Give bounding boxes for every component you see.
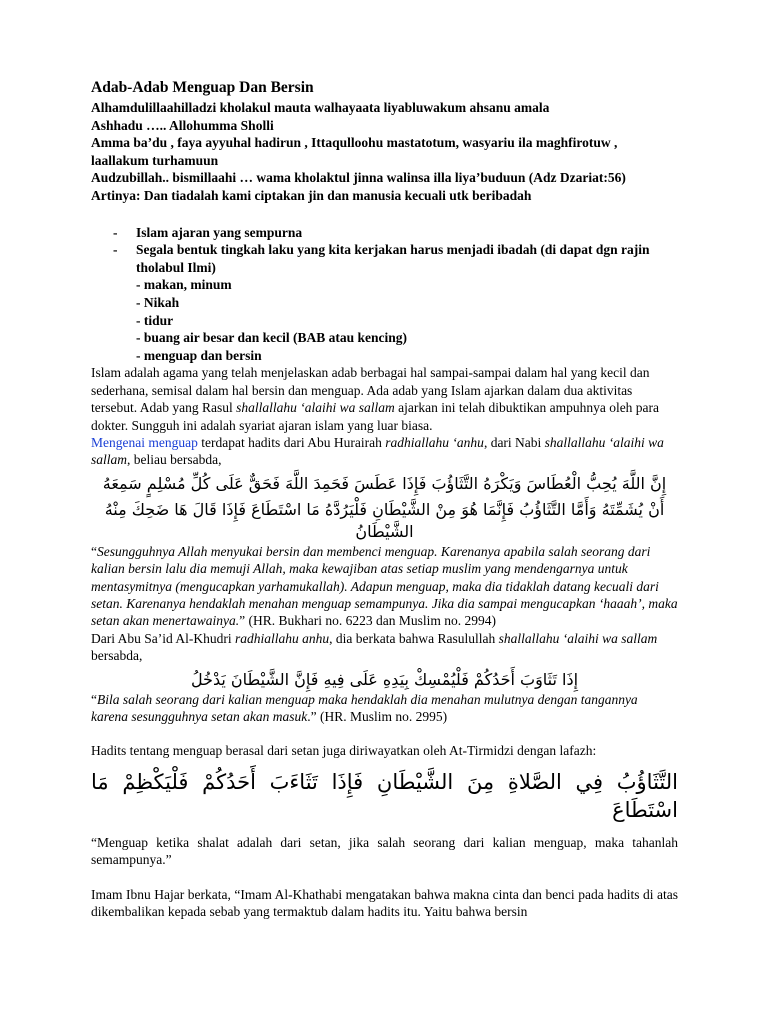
hadith-translation-1 [91,543,678,630]
sublist-item: - buang air besar dan kecil (BAB atau kencing) [136,330,408,346]
spacer [91,725,678,742]
menguap-link[interactable]: Mengenai menguap [91,434,198,450]
paragraph-text: Dari Abu Sa’id Al-Khudri [91,630,232,646]
paragraph-intro-islam [91,364,678,434]
paragraph-ibnu-hajar: Imam Ibnu Hajar berkata, “Imam Al-Khathabi mengatakan bahwa makna cinta dan benci pada hadits di atas dikembalikan kepada sebab yang termaktub dalam hadits itu. Yaitu bahwa bersin [91,886,678,920]
document-body [91,78,678,920]
paragraph-text: , dia berkata bahwa Rasulullah [329,630,496,646]
dash-marker: - [113,242,118,258]
paragraph-tirmidzi: Hadits tentang menguap berasal dari setan juga diriwayatkan oleh At-Tirmidzi dengan lafazh: [91,743,597,759]
arabic-hadith-3: إِذَا تَثَاوَبَ أَحَدُكُمْ فَلْيُمْسِكْ بِيَدِهِ عَلَى فِيهِ فَإِنَّ الشَّيْطَانَ يَدْخُلُ [190,669,579,689]
list-item [91,224,678,242]
sublist-item: - Nikah [136,294,180,310]
paragraph-text: Islam adalah agama yang telah menjelaskan adab berbagai hal sampai-sampai dalam hal yang kecil dan sederhana, semisal dalam hal bersin dan menguap. Ada adab yang Islam ajarkan dalam dua aktivitas tersebut. Adab yang Rasul [91,365,650,416]
citation: .” (HR. Muslim no. 2995) [307,709,448,724]
intro-line: Audzubillah.. bismillaahi … wama kholaktul jinna walinsa illa liya’buduun (Adz Dzariat:56) [91,170,626,186]
sublist-item: - makan, minum [136,277,232,293]
list-item [91,241,678,276]
paragraph-abu-said [91,630,678,665]
spacer [91,869,678,886]
citation: ” (HR. Bukhari no. 6223 dan Muslim no. 2994) [239,613,496,629]
paragraph-text: , dari Nabi [483,434,542,450]
list-item-text: Islam ajaran yang sempurna [136,224,303,240]
arabic-hadith-4: التَّثَاؤُبُ فِي الصَّلاةِ مِنَ الشَّيْطَانِ فَإِذَا تَثَاءَبَ أَحَدُكُمْ فَلْيَكْظِمْ مَا اسْتَطَاعَ [91,769,678,822]
paragraph-text: , beliau bersabda, [127,452,222,468]
quote-mark: “ [91,691,97,707]
paragraph-text: bersabda, [91,648,143,664]
paragraph-translation-3: “Menguap ketika shalat adalah dari setan, jika salah seorang dari kalian menguap, maka tahanlah semampunya.” [91,834,678,868]
arabic-hadith-2: أَنْ يُشَمِّتَهُ وَأَمَّا التَّثَاؤُبُ فَإِنَّمَا هُوَ مِنْ الشَّيْطَانِ فَلْيَرُدَّهُ مَا اسْتَطَاعَ فَإِذَا قَالَ هَا ضَحِكَ مِنْهُ الشَّيْطَانُ [104,499,665,541]
intro-line: Artinya: Dan tiadalah kami ciptakan jin dan manusia kecuali utk beribadah [91,187,532,203]
intro-line: Ashhadu ….. Allohumma Sholli [91,117,274,133]
bullet-list [91,224,678,277]
sublist-item: - tidur [136,312,174,328]
honorific-italic: shallallahu ‘alaihi wa sallam [236,400,395,416]
paragraph-text: terdapat hadits dari Abu Hurairah [201,434,382,450]
dash-marker: - [113,224,118,240]
hadith-translation-2 [91,691,678,726]
page-title: Adab-Adab Menguap Dan Bersin [91,79,314,96]
paragraph-text: ajarkan ini telah dibuktikan ampuhnya oleh para dokter. Sungguh ini adalah syariat ajaran islam yang luar biasa. [91,400,660,433]
paragraph-hadith-intro [91,434,678,469]
translation-italic: Bila salah seorang dari kalian menguap maka hendaklah dia menahan mulutnya dengan tangannya karena sesungguhnya setan akan masuk [91,691,638,724]
honorific-italic: radhiallahu ‘anhu [385,434,484,450]
sublist-item: - menguap dan bersin [136,347,262,363]
intro-line: Alhamdulillaahilladzi kholakul mauta walhayaata liyabluwakum ahsanu amala [91,100,550,115]
honorific-italic: shallallahu ‘alaihi wa sallam [498,630,658,646]
intro-line: Amma ba’du , faya ayyuhal hadirun , Ittaqulloohu mastatotum, wasyariu ila maghfirotuw , laallakum turhamuun [91,135,618,168]
translation-italic: Sesungguhnya Allah menyukai bersin dan membenci menguap. Karenanya apabila salah seorang dari kalian bersin lalu dia memuji Allah, maka kewajiban atas setiap muslim yang mendengarnya untuk mentasymitnya (mengucapkan yarhamukallah). Adapun menguap, maka dia tidaklah datang kecuali dari setan. Karenanya hendaklah menahan menguap semampunya. Jika dia sampai mengucapkan ‘haaah’, maka setan akan menertawainya. [91,543,678,629]
list-item-text: Segala bentuk tingkah laku yang kita kerjakan harus menjadi ibadah (di dapat dgn rajin tholabul Ilmi) [136,242,650,275]
arabic-hadith-1: إِنَّ اللَّهَ يُحِبُّ الْعُطَاسَ وَيَكْرَهُ التَّثَاؤُبَ فَإِذَا عَطَسَ فَحَمِدَ اللَّهَ فَحَقٌّ عَلَى كُلِّ مُسْلِمٍ سَمِعَهُ [102,473,667,493]
quote-mark: “ [91,543,97,559]
honorific-italic: shallallahu ‘alaihi wa sallam [91,434,664,468]
honorific-italic: radhiallahu anhu [235,630,330,646]
